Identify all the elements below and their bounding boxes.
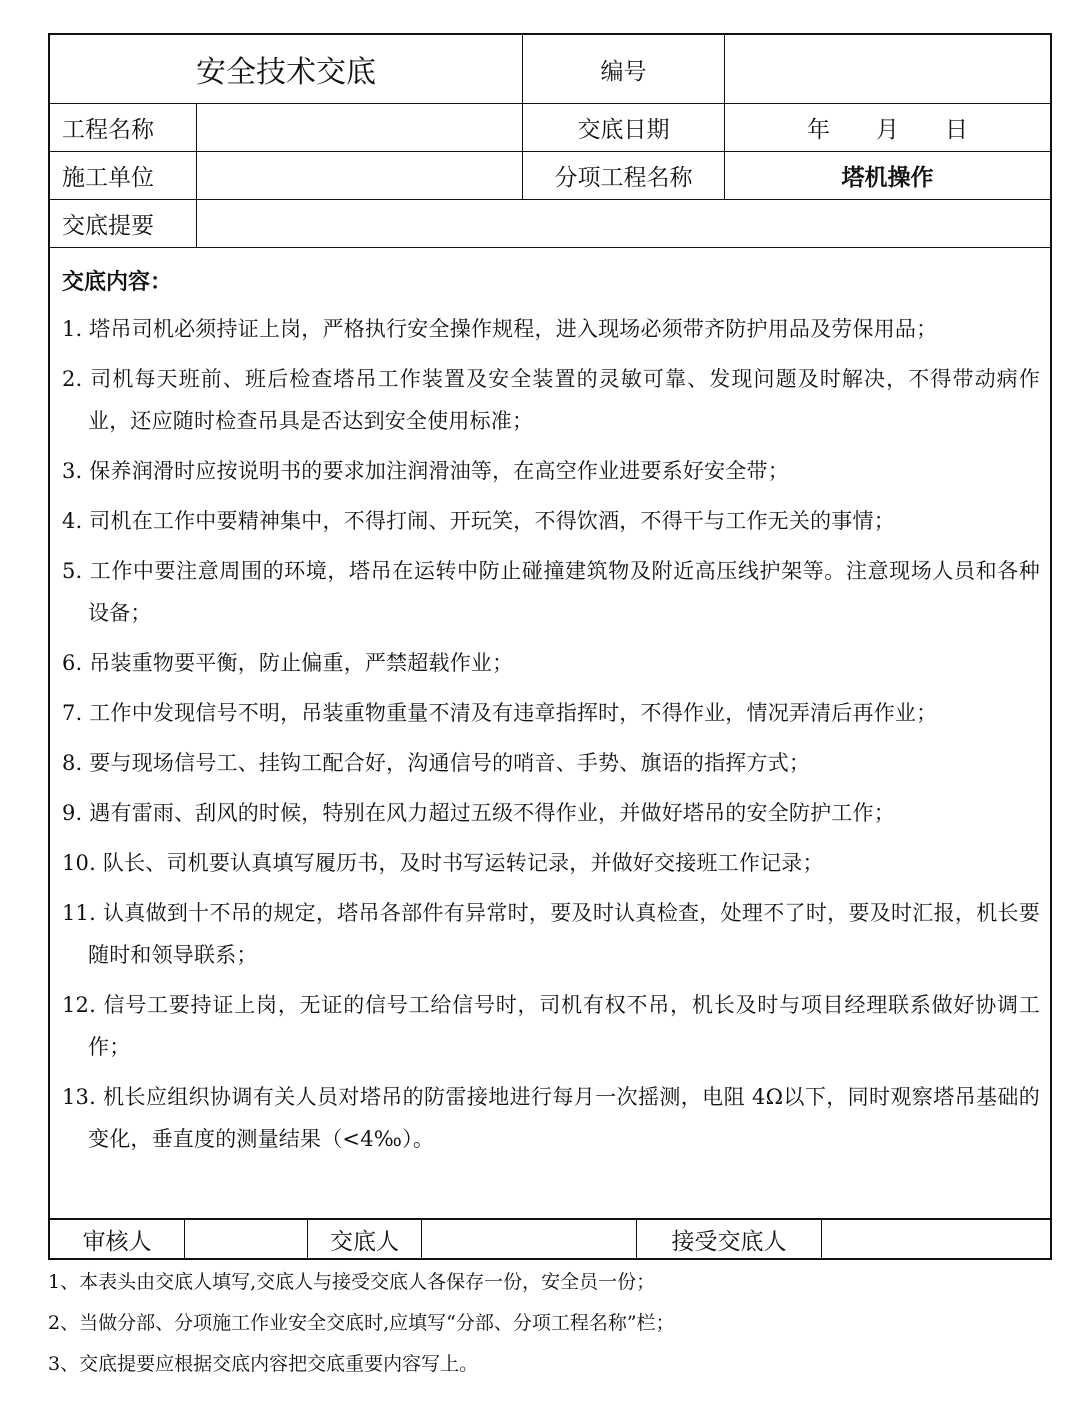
- date-field[interactable]: 年 月 日: [724, 104, 1050, 151]
- disclosure-item: 13. 机长应组织协调有关人员对塔吊的防雷接地进行每月一次摇测，电阻 4Ω以下，同时观察塔吊基础的变化，垂直度的测量结果（<4‰）。: [62, 1085, 1040, 1151]
- project-name-field[interactable]: [196, 104, 522, 151]
- footnote: 1、本表头由交底人填写,交底人与接受交底人各保存一份，安全员一份；: [48, 1271, 656, 1293]
- disclosure-item: 2. 司机每天班前、班后检查塔吊工作装置及安全装置的灵敏可靠、发现问题及时解决，不得带动病作业，还应随时检查吊具是否达到安全使用标准；: [62, 367, 1040, 433]
- date-label: 交底日期: [522, 104, 724, 151]
- signature-row: [50, 1218, 1050, 1258]
- safety-disclosure-form: [48, 33, 1052, 1260]
- disclosure-item: 4. 司机在工作中要精神集中，不得打闹、开玩笑，不得饮酒，不得干与工作无关的事情；: [62, 509, 895, 533]
- sub-project-label: 分项工程名称: [522, 152, 724, 199]
- footnotes: [48, 1262, 675, 1385]
- unit-field[interactable]: [196, 152, 522, 199]
- receiver-field[interactable]: [821, 1220, 1050, 1258]
- content-heading: 交底内容：: [62, 269, 173, 295]
- unit-label: 施工单位: [62, 165, 154, 191]
- disclosure-item: 1. 塔吊司机必须持证上岗，严格执行安全操作规程，进入现场必须带齐防护用品及劳保用品；: [62, 317, 938, 341]
- reviewer-field[interactable]: [184, 1220, 307, 1258]
- summary-field[interactable]: [196, 200, 1050, 247]
- header-row: [50, 35, 1050, 104]
- footnote: 2、当做分部、分项施工作业安全交底时,应填写“分部、分项工程名称”栏；: [48, 1312, 675, 1334]
- disclosure-content: [50, 248, 1050, 1220]
- summary-label: 交底提要: [62, 213, 154, 239]
- unit-row: [50, 152, 1050, 200]
- disclosure-item: 10. 队长、司机要认真填写履历书，及时书写运转记录，并做好交接班工作记录；: [62, 851, 824, 875]
- number-field[interactable]: [724, 35, 1050, 103]
- reviewer-label: 审核人: [82, 1228, 152, 1255]
- disclosure-item: 8. 要与现场信号工、挂钩工配合好，沟通信号的哨音、手势、旗语的指挥方式；: [62, 751, 811, 775]
- discloser-field[interactable]: [421, 1220, 636, 1258]
- sub-project-value: 塔机操作: [724, 152, 1050, 199]
- receiver-label: 接受交底人: [636, 1220, 821, 1258]
- disclosure-item: 9. 遇有雷雨、刮风的时候，特别在风力超过五级不得作业，并做好塔吊的安全防护工作；: [62, 801, 895, 825]
- disclosure-item: 11. 认真做到十不吊的规定，塔吊各部件有异常时，要及时认真检查，处理不了时，要及时汇报，机长要随时和领导联系；: [62, 901, 1040, 967]
- disclosure-item: 6. 吊装重物要平衡，防止偏重，严禁超载作业；: [62, 651, 514, 675]
- disclosure-item: 5. 工作中要注意周围的环境，塔吊在运转中防止碰撞建筑物及附近高压线护架等。注意现场人员和各种设备；: [62, 559, 1040, 625]
- disclosure-item: 3. 保养润滑时应按说明书的要求加注润滑油等，在高空作业进要系好安全带；: [62, 459, 789, 483]
- number-label: 编号: [522, 35, 724, 103]
- disclosure-item: 7. 工作中发现信号不明，吊装重物重量不清及有违章指挥时，不得作业，情况弄清后再作业；: [62, 701, 938, 725]
- footnote: 3、交底提要应根据交底内容把交底重要内容写上。: [48, 1353, 479, 1375]
- project-row: [50, 104, 1050, 152]
- project-name-label: 工程名称: [62, 117, 154, 143]
- discloser-label: 交底人: [307, 1220, 421, 1258]
- disclosure-item: 12. 信号工要持证上岗，无证的信号工给信号时，司机有权不吊，机长及时与项目经理联系做好协调工作；: [62, 993, 1040, 1059]
- summary-row: [50, 200, 1050, 248]
- form-title: 安全技术交底: [196, 55, 376, 90]
